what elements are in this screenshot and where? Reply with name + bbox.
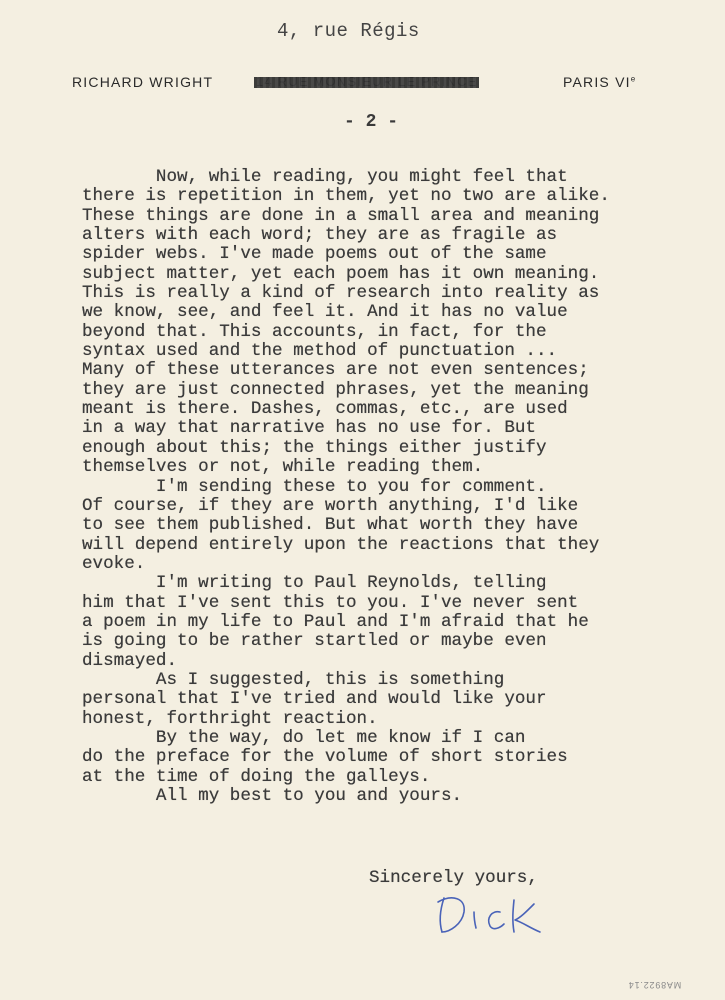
body-line: This is really a kind of research into reality as <box>82 283 600 304</box>
body-line: to see them published. But what worth they have <box>82 515 579 536</box>
body-line: we know, see, and feel it. And it has no value <box>82 302 568 323</box>
body-line: will depend entirely upon the reactions that they <box>82 534 600 555</box>
body-line: dismayed. <box>82 650 178 671</box>
body-line: there is repetition in them, yet no two are alike. <box>82 186 610 207</box>
body-line: they are just connected phrases, yet the meaning <box>82 379 589 400</box>
archive-mark: MA8922.14 <box>628 980 682 990</box>
body-line: subject matter, yet each poem has it own meaning. <box>82 263 600 284</box>
body-line: syntax used and the method of punctuation ... <box>82 341 558 362</box>
letter-body <box>82 168 682 806</box>
body-line: These things are done in a small area and meaning <box>82 205 600 226</box>
letterhead-city-text: PARIS VI <box>563 74 631 90</box>
letterhead-name: RICHARD WRIGHT <box>72 74 214 90</box>
letterhead-city <box>563 74 635 90</box>
body-line: personal that I've tried and would like your <box>82 689 547 710</box>
body-line: As I suggested, this is something <box>82 669 505 690</box>
typed-address: 4, rue Régis <box>277 20 420 42</box>
body-line: meant is there. Dashes, commas, etc., are used <box>82 399 568 420</box>
letterhead-struck-street <box>256 74 477 89</box>
body-line: Now, while reading, you might feel that <box>82 167 568 187</box>
body-line: do the preface for the volume of short stories <box>82 747 568 768</box>
strikeout-bar <box>254 77 479 88</box>
closing: Sincerely yours, <box>369 868 538 888</box>
body-line: Of course, if they are worth anything, I'd like <box>82 495 579 516</box>
body-line: him that I've sent this to you. I've never sent <box>82 592 579 613</box>
letterhead-city-suffix: e <box>630 74 636 84</box>
body-line: enough about this; the things either justify <box>82 437 547 458</box>
body-line: I'm writing to Paul Reynolds, telling <box>82 573 547 594</box>
body-line: alters with each word; they are as fragile as <box>82 225 558 246</box>
body-line: By the way, do let me know if I can <box>82 727 526 748</box>
body-line: in a way that narrative has no use for. But <box>82 418 536 439</box>
body-line: Many of these utterances are not even sentences; <box>82 360 589 381</box>
handwritten-signature <box>430 888 550 938</box>
body-line: a poem in my life to Paul and I'm afraid that he <box>82 611 589 632</box>
body-line: beyond that. This accounts, in fact, for the <box>82 321 547 342</box>
body-line: at the time of doing the galleys. <box>82 766 431 787</box>
body-line: honest, forthright reaction. <box>82 708 378 729</box>
body-line: I'm sending these to you for comment. <box>82 476 547 497</box>
page-number: - 2 - <box>344 112 399 132</box>
body-line: All my best to you and yours. <box>82 786 463 806</box>
body-line: spider webs. I've made poems out of the same <box>82 244 547 265</box>
body-line: is going to be rather startled or maybe even <box>82 631 547 652</box>
body-line: themselves or not, while reading them. <box>82 457 484 478</box>
body-line: evoke. <box>82 553 146 574</box>
